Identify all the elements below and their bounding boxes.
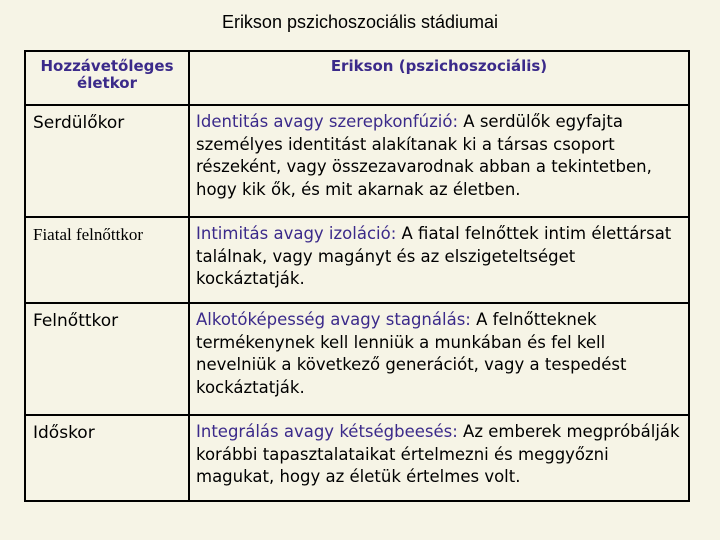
stage-description: A felnőtteknek termékenynek kell lenniük a munkában és fel kell nevelniük a következő generációt, vagy a tespedést kockáztatják.	[196, 310, 627, 397]
header-age: Hozzávetőleges életkor	[25, 51, 189, 105]
stage-description: Az emberek megpróbálják korábbi tapasztalataikat értelmezni és meggyőzni magukat, hogy az életük értelmes volt.	[196, 422, 680, 486]
description-cell	[189, 303, 689, 415]
table-row	[25, 415, 689, 501]
stage-name: Identitás avagy szerepkonfúzió:	[196, 112, 459, 131]
age-cell: Fiatal felnőttkor	[25, 217, 189, 303]
table-row	[25, 217, 689, 303]
stage-name: Alkotóképesség avagy stagnálás:	[196, 310, 471, 329]
table-row	[25, 303, 689, 415]
stage-description: A fiatal felnőttek intim élettársat találnak, vagy magányt és az elszigeteltséget kockáztatják.	[196, 224, 672, 288]
age-cell: Időskor	[25, 415, 189, 501]
table-row	[25, 105, 689, 217]
age-cell: Felnőttkor	[25, 303, 189, 415]
age-cell: Serdülőkor	[25, 105, 189, 217]
stage-description: A serdülők egyfajta személyes identitást alakítanak ki a társas csoport részeként, vagy összezavarodnak abban a tekintetben, hogy kik ők, és mit akarnak az életben.	[196, 112, 652, 199]
table-header-row	[25, 51, 689, 105]
page-title: Erikson pszichoszociális stádiumai	[221, 12, 499, 32]
stage-name: Intimitás avagy izoláció:	[196, 224, 397, 243]
description-cell	[189, 415, 689, 501]
stage-name: Integrálás avagy kétségbeesés:	[196, 422, 458, 441]
erikson-stages-table	[24, 50, 690, 502]
header-stage: Erikson (pszichoszociális)	[189, 51, 689, 105]
description-cell	[189, 217, 689, 303]
description-cell	[189, 105, 689, 217]
